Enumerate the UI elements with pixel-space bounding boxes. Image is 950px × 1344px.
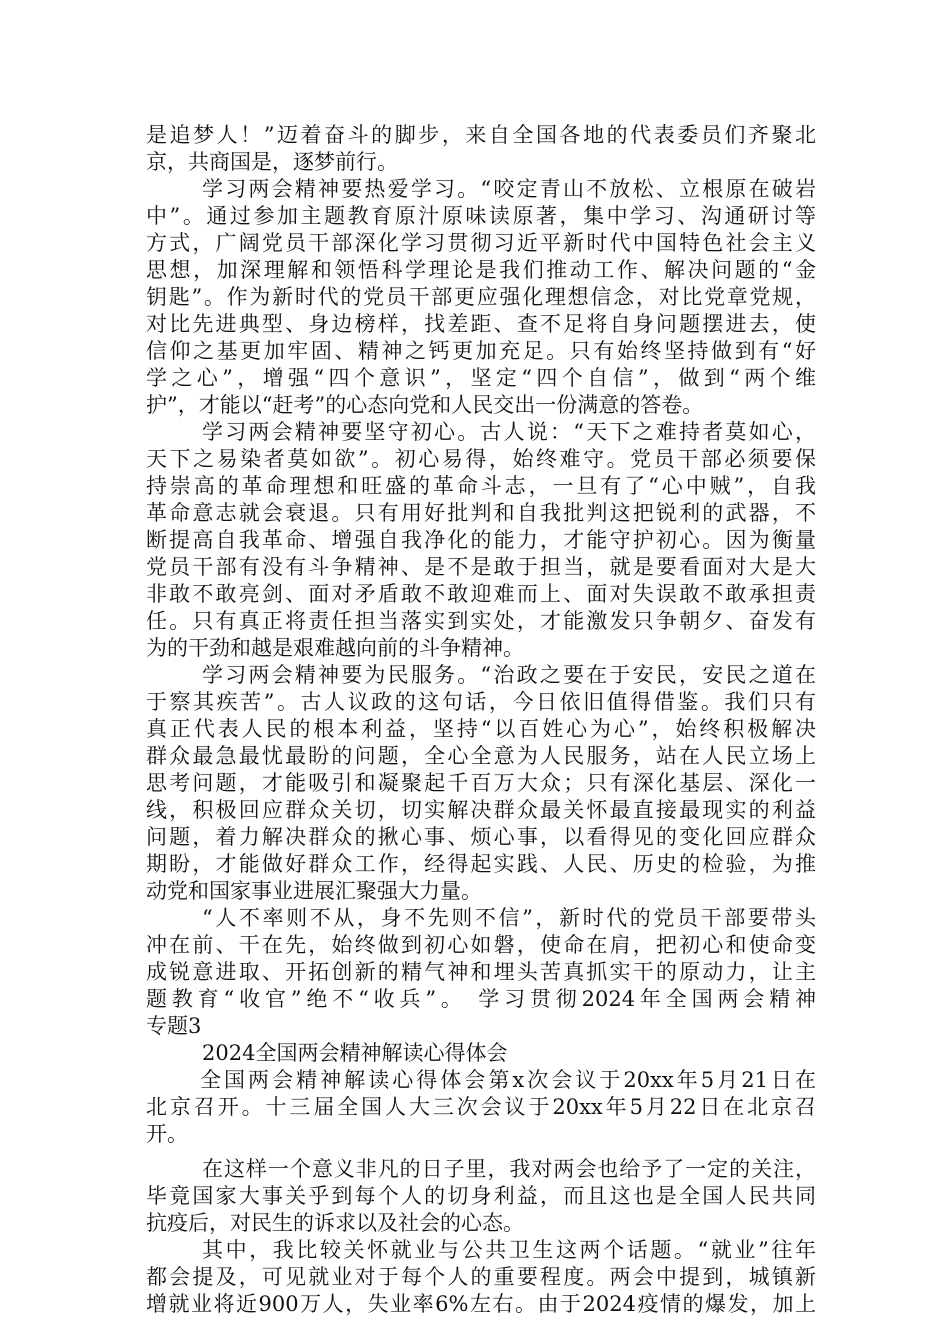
text-line: 京，共商国是，逐梦前行。 (146, 150, 398, 174)
text-line: 题教育“收官”绝不“收兵”。 学习贯彻2024年全国两会精神 (146, 987, 816, 1011)
text-line: 抗疫后，对民生的诉求以及社会的心态。 (146, 1211, 524, 1235)
text-line: 专题3 (146, 1014, 202, 1038)
text-line: 信仰之基更加牢固、精神之钙更加充足。只有始终坚持做到有“好 (146, 339, 816, 363)
text-line: 思考问题，才能吸引和凝聚起千百万大众；只有深化基层、深化一 (146, 771, 816, 795)
text-line: 党员干部有没有斗争精神、是不是敢于担当，就是要看面对大是大 (146, 555, 816, 579)
text-line: 动党和国家事业进展汇聚强大力量。 (146, 879, 482, 903)
text-line: 思想，加深理解和领悟科学理论是我们推动工作、解决问题的“金 (146, 258, 816, 282)
text-line: 革命意志就会衰退。只有用好批判和自我批判这把锐利的武器，不 (146, 501, 816, 525)
text-line: 断提高自我革命、增强自我净化的能力，才能守护初心。因为衡量 (146, 528, 816, 552)
text-line: 开。 (146, 1122, 188, 1146)
text-line: 期盼，才能做好群众工作，经得起实践、人民、历史的检验，为推 (146, 852, 816, 876)
text-line: 钥匙”。作为新时代的党员干部更应强化理想信念，对比党章党规， (146, 285, 816, 309)
paragraph-first-line: 学习两会精神要坚守初心。古人说：“天下之难持者莫如心， (202, 420, 816, 444)
text-line: 护”，才能以“赶考”的心态向党和人民交出一份满意的答卷。 (146, 393, 704, 417)
text-line: 方式，广阔党员干部深化学习贯彻习近平新时代中国特色社会主义 (146, 231, 816, 255)
paragraph-first-line: 在这样一个意义非凡的日子里，我对两会也给予了一定的关注， (202, 1157, 816, 1181)
paragraph-first-line: 学习两会精神要热爱学习。“咬定青山不放松、立根原在破岩 (202, 177, 816, 201)
text-line: 都会提及，可见就业对于每个人的重要程度。两会中提到，城镇新 (146, 1265, 816, 1289)
text-line: 天下之易染者莫如欲”。初心易得，始终难守。党员干部必须要保 (146, 447, 816, 471)
text-line: 线，积极回应群众关切，切实解决群众最关怀最直接最现实的利益 (146, 798, 816, 822)
text-line: 持崇高的革命理想和旺盛的革命斗志，一旦有了“心中贼”，自我 (146, 474, 816, 498)
text-line: 对比先进典型、身边榜样，找差距、查不足将自身问题摆进去，使 (146, 312, 816, 336)
paragraph-first-line: 全国两会精神解读心得体会第x次会议于20xx年5月21日在 (200, 1068, 816, 1092)
text-line: 群众最急最忧最盼的问题，全心全意为人民服务，站在人民立场上 (146, 744, 816, 768)
text-line: 于察其疾苦”。古人议政的这句话，今日依旧值得借鉴。我们只有 (146, 690, 816, 714)
text-line: 为的干劲和越是艰难越向前的斗争精神。 (146, 636, 524, 660)
document-page (146, 122, 816, 1318)
text-line: 任。只有真正将责任担当落实到实处，才能激发只争朝夕、奋发有 (146, 609, 816, 633)
text-line: 中”。通过参加主题教育原汁原味读原著，集中学习、沟通研讨等 (146, 204, 816, 228)
text-line: 是追梦人！”迈着奋斗的脚步，来自全国各地的代表委员们齐聚北 (146, 123, 816, 147)
text-line: 真正代表人民的根本利益，坚持“以百姓心为心”，始终积极解决 (146, 717, 816, 741)
text-line: 北京召开。十三届全国人大三次会议于20xx年5月22日在北京召 (146, 1095, 816, 1119)
text-line: 问题，着力解决群众的揪心事、烦心事，以看得见的变化回应群众 (146, 825, 816, 849)
paragraph-first-line: 其中，我比较关怀就业与公共卫生这两个话题。“就业”往年 (202, 1238, 816, 1262)
text-line: 冲在前、干在先，始终做到初心如磐，使命在肩，把初心和使命变 (146, 933, 816, 957)
paragraph-first-line: 学习两会精神要为民服务。“治政之要在于安民，安民之道在 (202, 663, 816, 687)
text-line: 成锐意进取、开拓创新的精气神和埋头苦真抓实干的原动力，让主 (146, 960, 816, 984)
text-line: 学之心”，增强“四个意识”，坚定“四个自信”，做到“两个维 (146, 366, 816, 390)
text-line: 非敢不敢亮剑、面对矛盾敢不敢迎难而上、面对失误敢不敢承担责 (146, 582, 816, 606)
paragraph-first-line: “人不率则不从，身不先则不信”，新时代的党员干部要带头 (202, 906, 816, 930)
text-line: 增就业将近900万人，失业率6%左右。由于2024疫情的爆发，加上 (146, 1292, 816, 1316)
section-title: 2024全国两会精神解读心得体会 (202, 1041, 508, 1065)
text-line: 毕竟国家大事关乎到每个人的切身利益，而且这也是全国人民共同 (146, 1184, 816, 1208)
